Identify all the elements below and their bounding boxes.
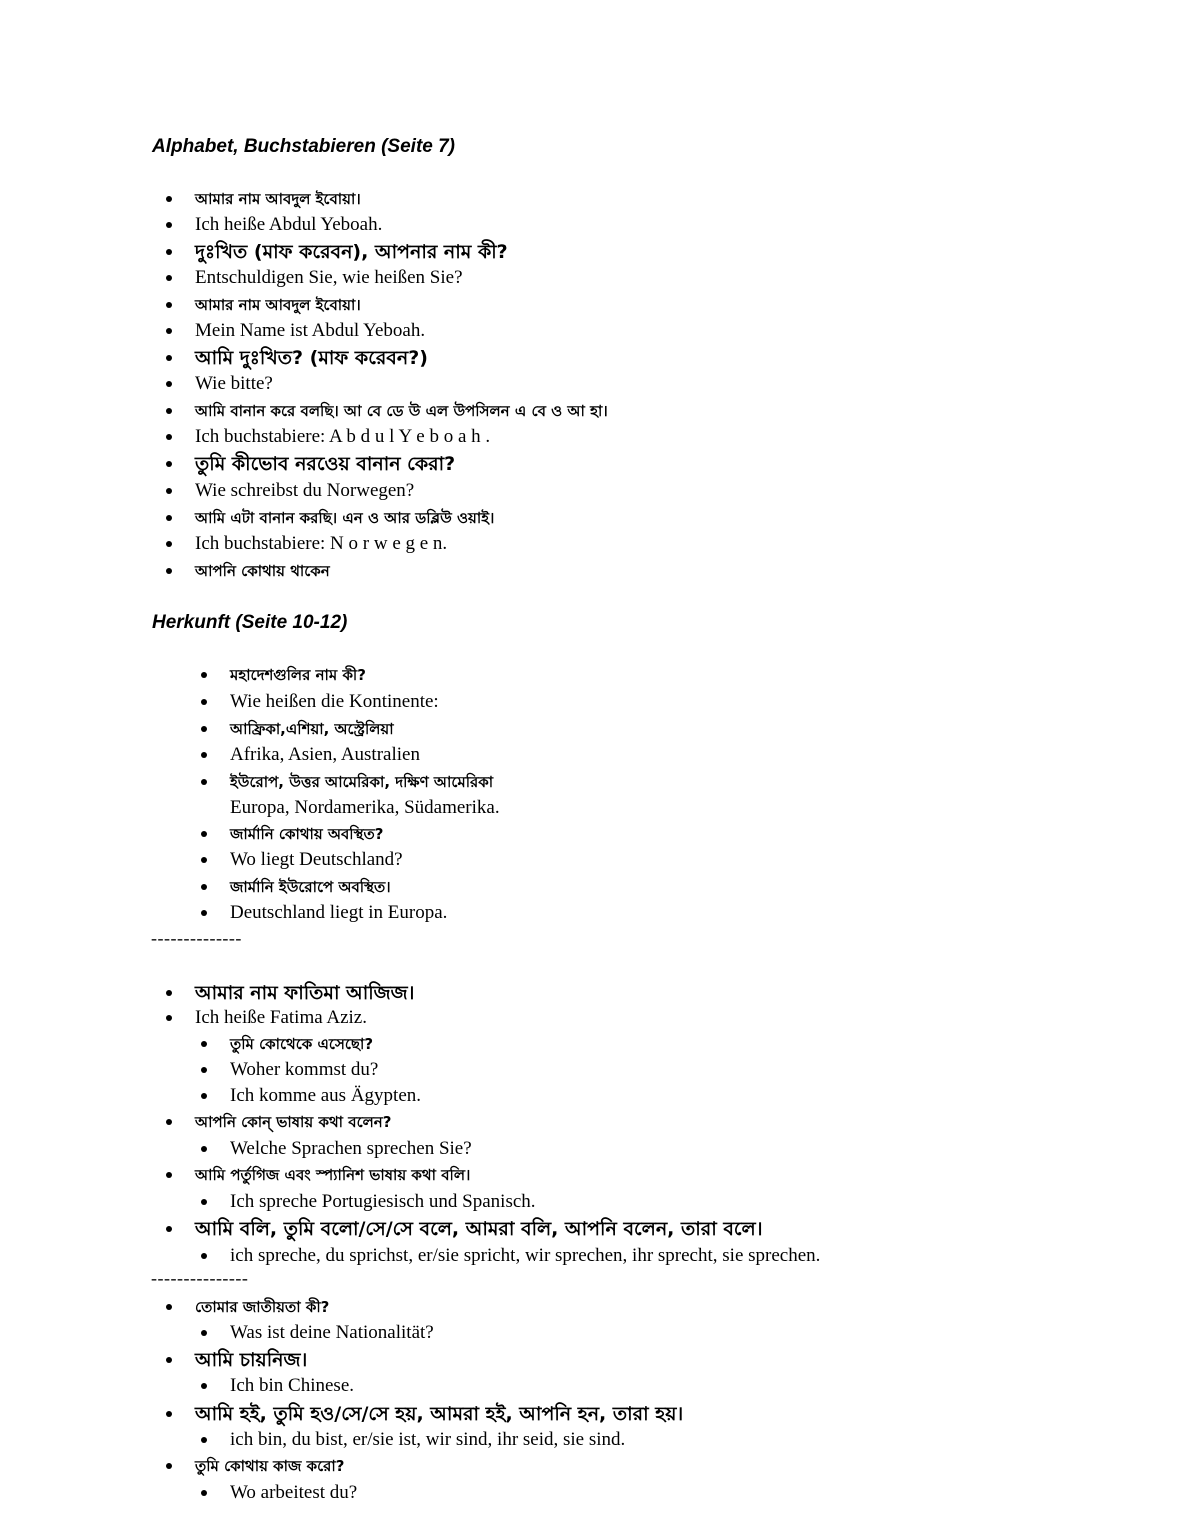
bullet-icon — [201, 1199, 207, 1205]
bullet-icon — [166, 434, 172, 440]
bullet-icon — [201, 1490, 207, 1496]
bullet-icon — [166, 1357, 172, 1363]
bullet-icon — [201, 1067, 207, 1073]
bullet-icon — [166, 222, 172, 228]
bullet-icon — [166, 249, 172, 255]
bullet-icon — [201, 699, 207, 705]
bullet-icon — [201, 884, 207, 890]
section-heading-alphabet: Alphabet, Buchstabieren (Seite 7) — [152, 136, 456, 157]
bullet-icon — [166, 1304, 172, 1310]
bullet-icon — [166, 488, 172, 494]
bullet-icon — [166, 275, 172, 281]
bullet-icon — [166, 328, 172, 334]
bullet-icon — [166, 196, 172, 202]
bullet-icon — [166, 541, 172, 547]
bullet-icon — [166, 1172, 172, 1178]
bullet-icon — [201, 726, 207, 732]
bullet-icon — [166, 568, 172, 574]
bullet-icon — [201, 1330, 207, 1336]
bullet-icon — [166, 1226, 172, 1232]
bullet-icon — [166, 302, 172, 308]
bullet-icon — [166, 515, 172, 521]
bullet-icon — [201, 779, 207, 785]
bullet-icon — [166, 1119, 172, 1125]
bullet-icon — [201, 857, 207, 863]
bullet-icon — [201, 1437, 207, 1443]
separator-line: --------------- — [151, 1268, 249, 1288]
bullet-icon — [201, 910, 207, 916]
section-heading-herkunft: Herkunft (Seite 10-12) — [152, 612, 348, 633]
bullet-icon — [201, 672, 207, 678]
continuation-line: Europa, Nordamerika, Südamerika. — [230, 797, 500, 818]
bullet-icon — [201, 831, 207, 837]
bullet-icon — [166, 990, 172, 996]
bullet-icon — [201, 752, 207, 758]
bullet-icon — [201, 1041, 207, 1047]
bullet-icon — [166, 1015, 172, 1021]
document-page: Alphabet, Buchstabieren (Seite 7) আমার নাম আবদুল ইবোয়া। Ich heiße Abdul Yeboah. দুঃখিত (মাফ করেবন), আপনার নাম কী? Entschuldigen Sie, wie heißen Sie? আমার নাম আবদুল ইবোয়া। Mein Name ist Abdul Yeboah. আমি দুঃখিত? (মাফ করেবন?) Wie bitte? আমি বানান করে বলছি। আ বে ডে উ এল উপসিলন এ বে ও আ হা। Ich buchstabiere: A b d u l Y e b o a h . তুমি কীভােব নরওেয় বানান কেরা? Wie schreibst du Norwegen? আমি এটা বানান করছি। এন ও আর ডব্লিউ ওয়াই। Ich buchstabiere: N o r w e g e n. আপনি কোথায় থাকেন Herkunft (Seite 10-12) মহাদেশগুলির নাম কী? Wie heißen die Kontinente: আফ্রিকা,এশিয়া, অস্ট্রেলিয়া Afrika, Asien, Australien ইউরোপ, উত্তর আমেরিকা, দক্ষিণ আমেরিকা Europa, Nordamerika, Südamerika. জার্মানি কোথায় অবস্থিত? Wo liegt Deutschland? জার্মানি ইউরোপে অবস্থিত। Deutschland liegt in Europa. -------------- আমার নাম ফাতিমা আজিজ। Ich heiße Fatima Aziz. তুমি কোথেকে এসেছো? Woher kommst du? Ich komme aus Ägypten. আপনি কোন্ ভাষায় কথা বলেন? Welche Sprachen sprechen Sie? আমি পর্তুগিজ এবং স্প্যানিশ ভাষায় কথা বলি। Ich spreche Portugiesisch und Spanisch. আমি বলি, তুমি বলো/সে/সে বলে, আমরা বলি, আপনি বলেন, তারা বলে। ich spreche, du sprichst, er/sie spricht, wir sprechen, ihr sprecht, sie sprechen. --------------- তোমার জাতীয়তা কী? Was ist deine Nationalität? আমি চায়নিজ। Ich bin Chinese. আমি হই, তুমি হও/সে/সে হয়, আমরা হই, আপনি হন, তারা হয়। ich bin, du bist, er/sie ist, wir sind, ihr seid, sie sind. তুমি কোথায় কাজ করো? Wo arbeitest du? — [151, 136, 821, 1503]
separator-line: -------------- — [151, 928, 242, 948]
bullet-icon — [201, 1383, 207, 1389]
bullet-icon — [166, 408, 172, 414]
bullet-icon — [201, 1253, 207, 1259]
bullet-icon — [166, 355, 172, 361]
bullet-icon — [166, 381, 172, 387]
bullet-icon — [201, 1093, 207, 1099]
bullet-icon — [166, 1411, 172, 1417]
bullet-icon — [166, 1463, 172, 1469]
bullet-icon — [201, 1146, 207, 1152]
bullet-icon — [166, 461, 172, 467]
